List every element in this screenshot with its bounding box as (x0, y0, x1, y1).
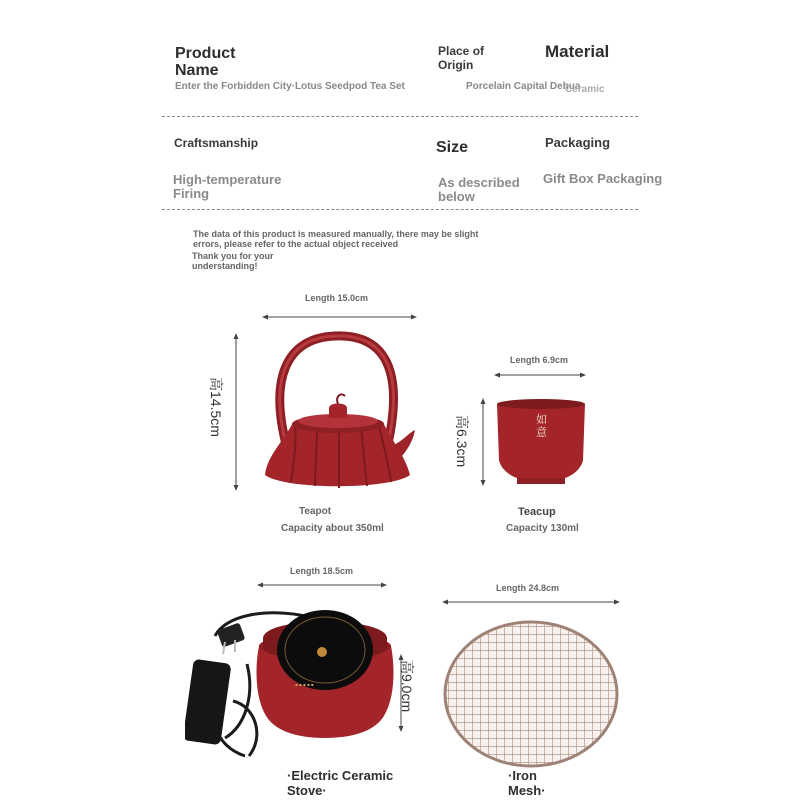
teapot-height-arrow (231, 333, 241, 491)
stove-name: ·Electric Ceramic Stove· (287, 768, 394, 798)
mesh-name: ·Iron Mesh· (508, 768, 546, 798)
notice-text: The data of this product is measured manually, there may be slight errors, please refer to the actual object received (193, 229, 479, 249)
stove-height-label: 高9.0cm (399, 660, 415, 713)
teacup-capacity: Capacity 130ml (506, 523, 579, 534)
mesh-length-label: Length 24.8cm (496, 583, 560, 593)
teapot-image (255, 330, 420, 495)
material-value: Ceramic (565, 84, 605, 95)
place-of-origin-label: Place of Origin (438, 44, 485, 72)
teacup-image (495, 398, 587, 488)
stove-image (185, 606, 400, 766)
teapot-length-label: Length 15.0cm (305, 293, 369, 303)
teacup-height-arrow (478, 398, 488, 486)
stove-length-label: Length 18.5cm (290, 566, 354, 576)
packaging-value: Gift Box Packaging (543, 171, 663, 186)
material-label: Material (545, 42, 610, 61)
size-label: Size (436, 139, 469, 156)
teapot-name: Teapot (299, 506, 332, 517)
place-of-origin-value: Porcelain Capital Dehua (466, 81, 581, 92)
teacup-glyphs: 如意 (536, 413, 547, 439)
teapot-length-arrow (262, 312, 417, 322)
teapot-height-label: 高14.5cm (208, 377, 224, 437)
teacup-length-label: Length 6.9cm (510, 355, 569, 365)
mesh-length-arrow (442, 597, 620, 607)
divider-1 (162, 116, 638, 117)
teacup-height-label: 高6.3cm (454, 415, 470, 468)
divider-2 (162, 209, 638, 210)
teacup-name: Teacup (518, 506, 556, 518)
mesh-image (440, 618, 622, 770)
product-name-label: Product Name (175, 45, 236, 79)
teacup-length-arrow (494, 370, 586, 380)
thanks-text: Thank you for your understanding! (192, 251, 274, 271)
svg-text:▪ ▪ ▪ ▪ ▪: ▪ ▪ ▪ ▪ ▪ (295, 682, 314, 687)
product-name-value: Enter the Forbidden City·Lotus Seedpod Tea Set (175, 81, 405, 92)
craftsmanship-label: Craftsmanship (174, 136, 259, 150)
packaging-label: Packaging (545, 135, 611, 150)
craftsmanship-value: High-temperature Firing (173, 172, 282, 201)
size-value: As described below (438, 175, 520, 204)
teapot-capacity: Capacity about 350ml (281, 523, 384, 534)
stove-length-arrow (257, 580, 387, 590)
